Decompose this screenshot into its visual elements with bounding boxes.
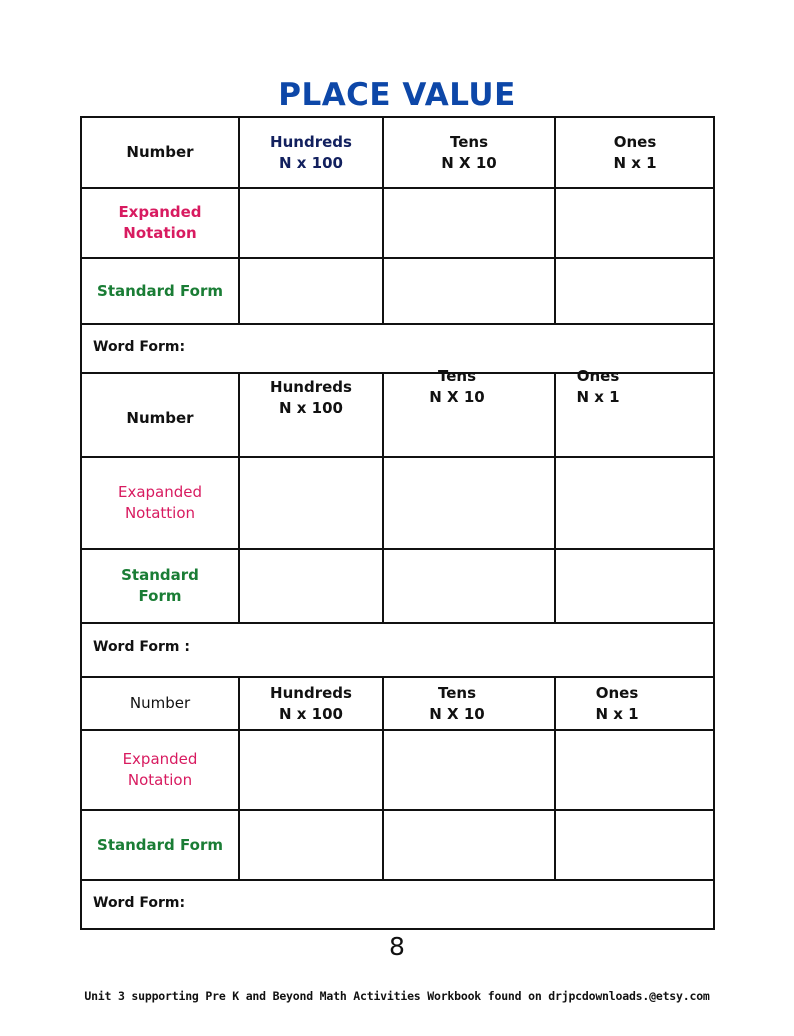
hundreds-header <box>240 678 382 729</box>
tens-formula: N X 10 <box>429 704 485 723</box>
expanded-line-2: Notation <box>123 224 197 242</box>
ones-title: Ones <box>576 367 620 385</box>
expanded-hundreds-cell[interactable] <box>240 731 382 809</box>
tens-title: Tens <box>437 367 477 385</box>
standard-ones-cell[interactable] <box>556 259 714 323</box>
standard-ones-cell[interactable] <box>556 811 714 879</box>
expanded-notation-label <box>82 189 238 257</box>
expanded-notation-label <box>82 458 238 548</box>
tens-header <box>384 678 530 729</box>
grid-line <box>80 928 715 930</box>
hundreds-formula: N x 100 <box>279 704 343 723</box>
word-form-label: Word Form : <box>93 639 190 655</box>
expanded-line-1: Exapanded <box>117 483 203 501</box>
word-form-label: Word Form: <box>93 339 186 355</box>
page-number: 8 <box>389 932 405 961</box>
standard-hundreds-cell[interactable] <box>240 811 382 879</box>
standard-form-label <box>82 811 238 879</box>
expanded-tens-cell[interactable] <box>384 189 554 257</box>
grid-line <box>80 622 715 624</box>
standard-line-1: Standard Form <box>97 281 223 300</box>
number-label-text: Number <box>126 143 194 161</box>
ones-header <box>556 678 678 729</box>
standard-form-label <box>82 259 238 323</box>
standard-line-1: Standard <box>121 566 199 584</box>
number-label <box>82 678 238 729</box>
expanded-ones-cell[interactable] <box>556 458 714 548</box>
ones-header <box>556 118 714 187</box>
standard-hundreds-cell[interactable] <box>240 259 382 323</box>
expanded-ones-cell[interactable] <box>556 189 714 257</box>
footer-credit: Unit 3 supporting Pre K and Beyond Math Activities Workbook found on drjpcdownloads.@etsy.com <box>84 989 710 1003</box>
standard-line-1: Standard Form <box>97 835 223 854</box>
hundreds-formula: N x 100 <box>279 399 343 417</box>
standard-ones-cell[interactable] <box>556 550 714 622</box>
expanded-tens-cell[interactable] <box>384 458 554 548</box>
expanded-hundreds-cell[interactable] <box>240 189 382 257</box>
tens-title: Tens <box>437 683 477 702</box>
tens-title: Tens <box>449 132 489 151</box>
expanded-line-2: Notattion <box>124 504 196 522</box>
expanded-notation-label <box>82 731 238 809</box>
grid-line <box>80 879 715 881</box>
standard-tens-cell[interactable] <box>384 811 554 879</box>
ones-formula: N x 1 <box>613 153 657 172</box>
tens-formula: N X 10 <box>441 153 497 172</box>
expanded-line-2: Notation <box>127 771 193 789</box>
number-label <box>82 374 238 456</box>
hundreds-title: Hundreds <box>270 378 352 396</box>
ones-formula: N x 1 <box>576 388 620 406</box>
standard-tens-cell[interactable] <box>384 259 554 323</box>
hundreds-title: Hundreds <box>270 683 352 702</box>
number-label <box>82 118 238 187</box>
standard-hundreds-cell[interactable] <box>240 550 382 622</box>
ones-title: Ones <box>613 132 657 151</box>
standard-form-label <box>82 550 238 622</box>
expanded-tens-cell[interactable] <box>384 731 554 809</box>
number-label-text: Number <box>126 408 194 427</box>
grid-line <box>80 323 715 325</box>
expanded-hundreds-cell[interactable] <box>240 458 382 548</box>
page-title: PLACE VALUE <box>278 77 516 113</box>
expanded-line-1: Expanded <box>122 750 198 768</box>
hundreds-formula: N x 100 <box>279 153 343 172</box>
expanded-line-1: Expanded <box>118 203 202 221</box>
ones-header <box>556 366 640 416</box>
hundreds-title: Hundreds <box>270 132 352 151</box>
tens-header <box>384 366 530 416</box>
standard-line-2: Form <box>138 587 182 605</box>
number-label-text: Number <box>129 694 191 712</box>
hundreds-header <box>240 374 382 456</box>
ones-title: Ones <box>595 683 639 702</box>
expanded-ones-cell[interactable] <box>556 731 714 809</box>
hundreds-header <box>240 118 382 187</box>
tens-header <box>384 118 554 187</box>
word-form-label: Word Form: <box>93 895 186 911</box>
tens-formula: N X 10 <box>429 388 485 406</box>
ones-formula: N x 1 <box>595 704 639 723</box>
standard-tens-cell[interactable] <box>384 550 554 622</box>
